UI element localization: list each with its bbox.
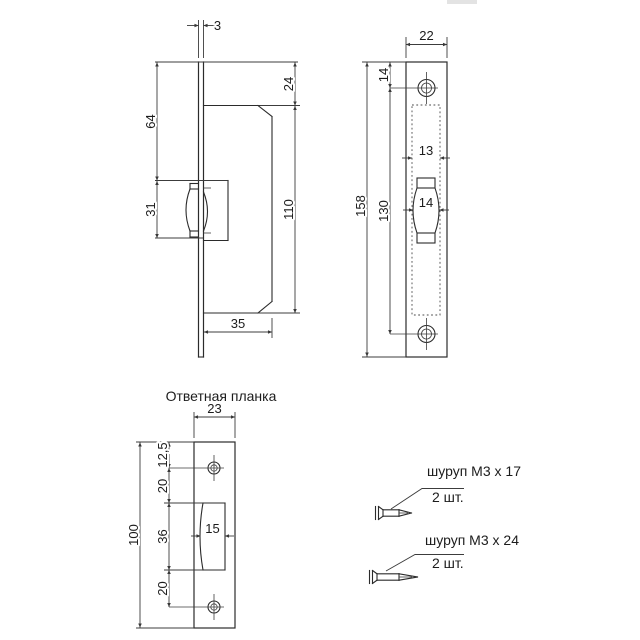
dim-hole-span: 130 [376,200,391,222]
bolt-guide-bottom [417,233,435,243]
latch-bolt-curve [186,189,190,231]
screw-tip [399,510,412,513]
dim-body-top-offset: 24 [281,76,296,92]
screw-tip [399,577,418,580]
lock-side-view [143,18,300,357]
screw-head-taper [379,507,384,510]
dim-latch-top-offset: 64 [143,114,158,129]
bolt-guide-top [417,178,435,188]
bolt-curve-left [413,188,417,233]
cropped-watermark-artifact [447,0,477,4]
screw-tip [399,574,418,577]
screw-label: шуруп М3 х 24 [425,532,519,548]
dim-latch-height: 31 [143,202,158,217]
dim-plate-height: 158 [353,195,368,217]
screw-label: шуруп М3 х 17 [427,463,521,479]
dim-body-height: 110 [281,199,296,220]
lock-front-view [353,28,450,357]
body-chamfer-bottom [258,302,272,314]
dim-bolt-width: 14 [418,195,434,210]
cutout-curve-left [200,503,203,570]
dim-hole-top-offset: 12,5 [155,442,170,468]
strike-plate-title: Ответная планка [165,388,277,404]
screw-head-taper [373,580,378,583]
screw-head-taper [379,516,384,519]
dim-gap-bottom: 20 [155,581,170,596]
screw-head-taper [373,571,378,574]
dim-cutout-width: 15 [205,521,220,536]
screw-m3x24 [370,532,520,584]
dim-body-width: 35 [230,316,246,331]
body-chamfer-top [258,106,272,117]
dim-inner-width: 13 [418,143,434,158]
strike-plate-view [126,388,277,628]
screws-legend [370,463,522,584]
dim-plate-width: 22 [419,28,434,43]
screw-m3x17 [376,463,522,520]
dim-cutout-height: 36 [155,529,170,544]
bolt-curve-right [435,188,439,233]
dim-hole-offset: 14 [376,67,391,83]
screw-qty: 2 шт. [432,555,464,571]
dim-strike-height: 100 [126,524,141,546]
body-hidden-outline [412,105,440,315]
screw-tip [399,513,412,516]
screw-qty: 2 шт. [432,489,464,505]
dim-plate-thickness: 3 [213,18,222,33]
dim-strike-width: 23 [207,401,222,416]
dim-gap-top: 20 [155,478,170,494]
